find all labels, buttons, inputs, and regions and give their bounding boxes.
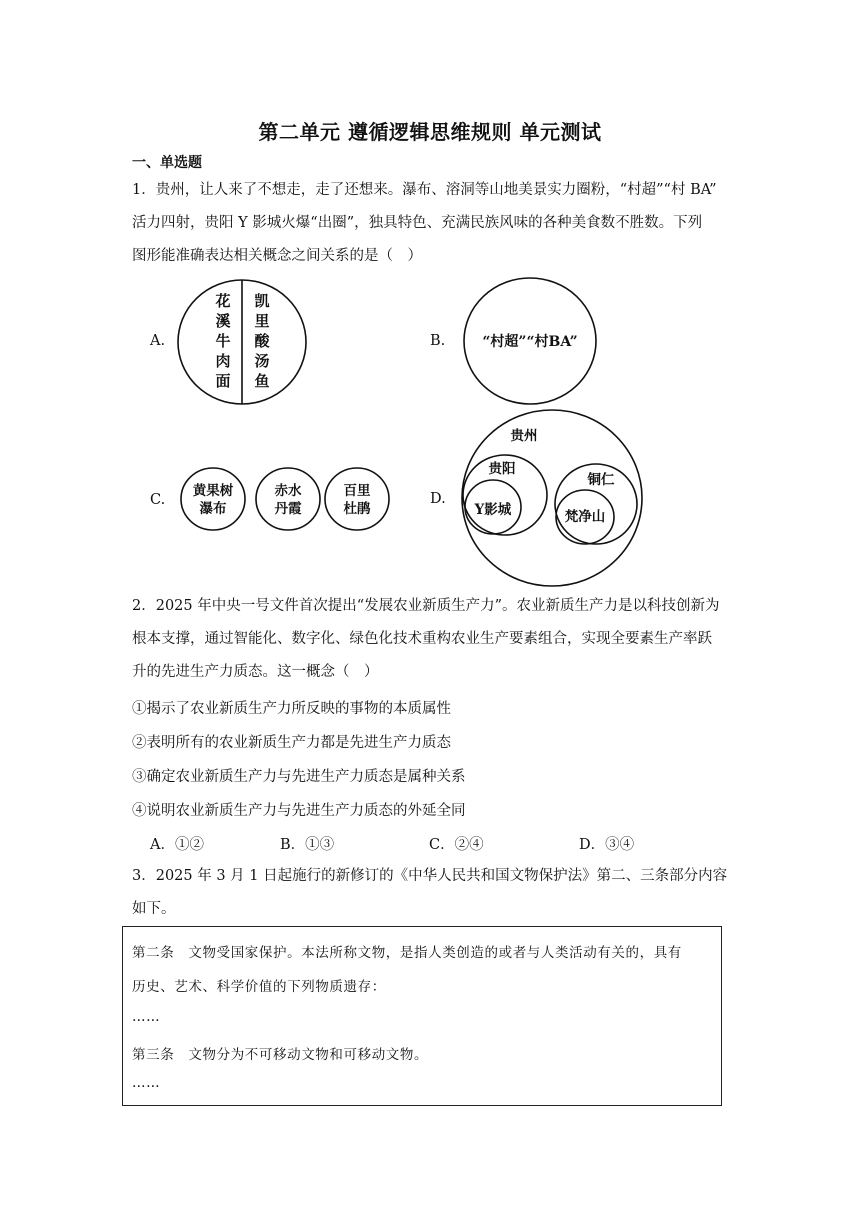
option-d-diagram (458, 407, 648, 591)
option-a-diagram (176, 278, 308, 408)
a-left-char: 花 (215, 292, 231, 310)
box-line-2: 历史、艺术、科学价值的下列物质遗存： (132, 979, 386, 995)
q2-choice-d[interactable]: D．③④ (579, 837, 635, 853)
q1-line-1: 1．贵州，让人来了不想走，走了还想来。瀑布、溶洞等山地美景实力圈粉，“村超”“村 BA” (132, 182, 717, 198)
a-right-char: 凯 (254, 292, 270, 310)
d-left-inner-label: Y影城 (474, 502, 512, 518)
d-outer-label: 贵州 (510, 428, 538, 444)
q2-item-2: ②表明所有的农业新质生产力都是先进生产力质态 (132, 735, 451, 751)
option-c-circle-1 (181, 468, 245, 530)
box-line-3: …… (132, 1009, 161, 1025)
option-d-label[interactable]: D. (430, 491, 446, 507)
d-right-inner-label: 梵净山 (564, 509, 606, 525)
option-b-text: “村超”“村BA” (482, 334, 578, 350)
d-outer-circle (462, 410, 642, 586)
option-c-circle-2 (256, 468, 320, 530)
q1-line-2: 活力四射，贵阳 Y 影城火爆“出圈”，独具特色、充满民族风味的各种美食数不胜数。下列 (132, 215, 703, 231)
a-left-char: 肉 (215, 352, 231, 370)
page-title: 第二单元 遵循逻辑思维规则 单元测试 (258, 120, 602, 144)
c-circle-1-line-2: 瀑布 (199, 501, 227, 517)
a-right-char: 鱼 (254, 372, 270, 390)
d-left-mid-label: 贵阳 (488, 461, 516, 477)
question-1-stem (132, 174, 732, 273)
c-circle-2-line-2: 丹霞 (274, 501, 302, 517)
option-b-label[interactable]: B. (430, 333, 446, 349)
a-right-char: 酸 (254, 332, 270, 350)
option-b-diagram (462, 276, 602, 406)
c-circle-3-line-2: 杜鹃 (343, 501, 371, 517)
q2-line-2: 根本支撑，通过智能化、数字化、绿色化技术重构农业生产要素组合，实现全要素生产率跃 (132, 631, 712, 647)
q2-item-4: ④说明农业新质生产力与先进生产力质态的外延全同 (132, 803, 466, 819)
q2-line-1: 2．2025 年中央一号文件首次提出“发展农业新质生产力”。农业新质生产力是以科技创新为 (132, 598, 720, 614)
section-heading: 一、单选题 (132, 155, 202, 171)
q2-line-3: 升的先进生产力质态。这一概念（ ） (132, 664, 379, 680)
c-circle-1-line-1: 黄果树 (192, 483, 234, 499)
q3-line-2: 如下。 (132, 901, 176, 917)
question-3-stem (132, 860, 732, 926)
option-c-circle-3 (325, 468, 389, 530)
option-a-label[interactable]: A. (150, 333, 166, 349)
box-line-4: 第三条 文物分为不可移动文物和可移动文物。 (132, 1047, 429, 1063)
q1-line-3: 图形能准确表达相关概念之间关系的是（ ） (132, 248, 422, 264)
q3-line-1: 3．2025 年 3 月 1 日起施行的新修订的《中华人民共和国文物保护法》第二、三条部分内容 (132, 868, 728, 884)
option-c-label[interactable]: C. (150, 492, 166, 508)
a-right-char: 里 (254, 312, 270, 330)
q2-item-1: ①揭示了农业新质生产力所反映的事物的本质属性 (132, 701, 451, 717)
a-left-char: 牛 (215, 332, 231, 350)
question-2-stem (132, 590, 732, 689)
q2-choice-a[interactable]: A．①② (150, 837, 204, 853)
q2-choice-c[interactable]: C．②④ (429, 837, 484, 853)
a-left-char: 溪 (215, 312, 231, 330)
a-left-char: 面 (215, 372, 231, 390)
option-c-diagram (178, 464, 394, 534)
q2-item-3: ③确定农业新质生产力与先进生产力质态是属种关系 (132, 769, 466, 785)
box-line-1: 第二条 文物受国家保护。本法所称文物，是指人类创造的或者与人类活动有关的，具有 (132, 945, 682, 961)
a-right-char: 汤 (254, 352, 270, 370)
q2-choice-b[interactable]: B．①③ (280, 837, 335, 853)
box-line-5: …… (132, 1075, 161, 1091)
d-right-mid-label: 铜仁 (587, 472, 615, 488)
c-circle-3-line-1: 百里 (343, 483, 371, 499)
c-circle-2-line-1: 赤水 (274, 483, 302, 499)
